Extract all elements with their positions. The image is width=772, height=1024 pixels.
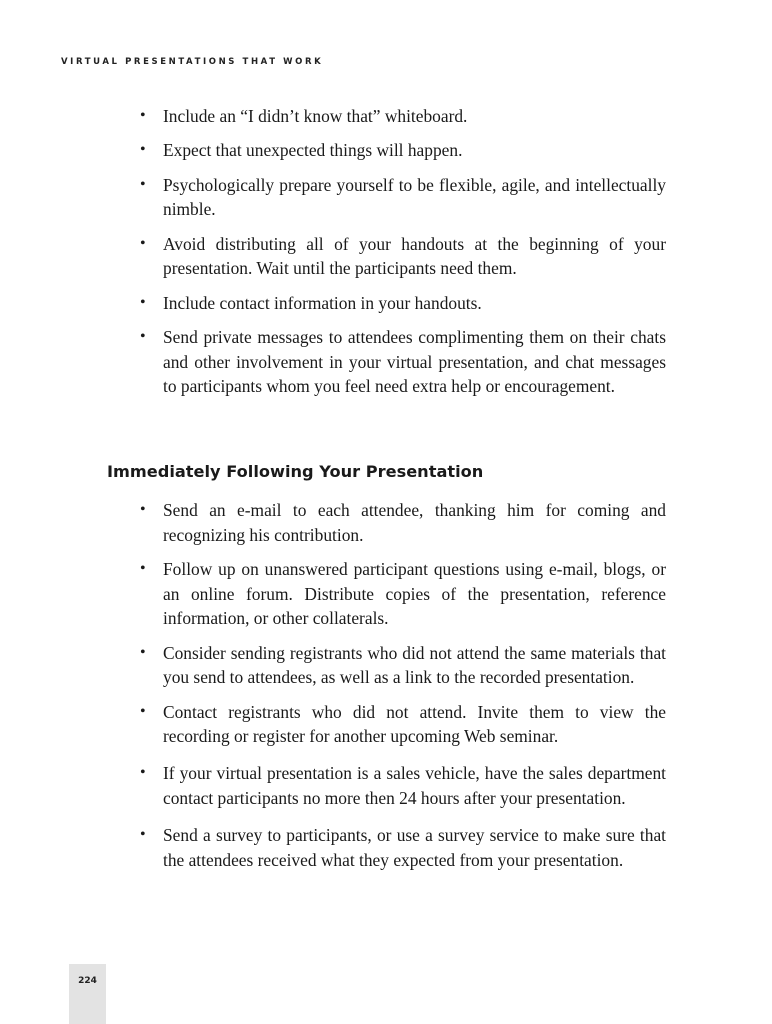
- bullet-icon: •: [140, 328, 146, 346]
- list-item-text: Include contact information in your handouts.: [163, 292, 482, 313]
- list-item: [139, 641, 666, 690]
- page-number-tab: [69, 964, 106, 1024]
- bullet-icon: •: [140, 501, 146, 518]
- list-item-text: Send an e-mail to each attendee, thanking him for coming and recognizing his contribution.: [163, 500, 666, 545]
- bullet-icon: •: [140, 643, 146, 661]
- list-item-text: Send private messages to attendees complimenting them on their chats and other involvement in your virtual presentation, and chat messages to participants whom you feel need extra help or encouragement.: [163, 327, 666, 397]
- list-item-text: Expect that unexpected things will happen.: [163, 140, 463, 161]
- bullet-icon: •: [140, 559, 146, 577]
- list-item: [139, 104, 666, 129]
- bullet-icon: •: [140, 764, 146, 782]
- list-item-text: Consider sending registrants who did not attend the same materials that you send to attendees, as well as a link to the recorded presentation.: [163, 642, 666, 688]
- list-item: [139, 761, 666, 810]
- bullet-icon: •: [140, 702, 146, 720]
- running-head: VIRTUAL PRESENTATIONS THAT WORK: [61, 57, 324, 67]
- bullet-icon: •: [140, 107, 146, 124]
- list-item-text: Follow up on unanswered participant questions using e-mail, blogs, or an online forum. Distribute copies of the presentation, reference information, or other collaterals.: [163, 558, 666, 629]
- list-item-text: Avoid distributing all of your handouts at the beginning of your presentation. Wait until the participants need them.: [163, 233, 666, 279]
- bullet-icon: •: [140, 234, 146, 252]
- bullet-icon: •: [140, 825, 146, 843]
- list-item: [139, 823, 666, 872]
- bullet-icon: •: [140, 293, 146, 311]
- list-item-text: Include an “I didn’t know that” whiteboard.: [163, 106, 468, 126]
- bullet-icon: •: [140, 141, 146, 159]
- list-item-text: Send a survey to participants, or use a survey service to make sure that the attendees received what they expected from your presentation.: [163, 824, 666, 870]
- list-item: [139, 232, 666, 281]
- bullet-list-during-presentation: [139, 104, 666, 399]
- bullet-icon: •: [140, 175, 146, 193]
- bullet-list-following-presentation: [139, 498, 666, 872]
- list-item: [139, 498, 666, 547]
- page-number: 224: [78, 976, 97, 986]
- list-item-text: If your virtual presentation is a sales vehicle, have the sales department contact participants no more then 24 hours after your presentation.: [163, 763, 666, 808]
- section-heading: Immediately Following Your Presentation: [107, 462, 484, 481]
- list-item: [139, 291, 666, 316]
- list-item: [139, 138, 666, 163]
- list-item: [139, 173, 666, 222]
- list-item: [139, 557, 666, 631]
- list-item-text: Contact registrants who did not attend. Invite them to view the recording or register for another upcoming Web seminar.: [163, 701, 666, 747]
- list-item: [139, 325, 666, 399]
- list-item: [139, 700, 666, 749]
- list-item-text: Psychologically prepare yourself to be flexible, agile, and intellectually nimble.: [163, 174, 666, 220]
